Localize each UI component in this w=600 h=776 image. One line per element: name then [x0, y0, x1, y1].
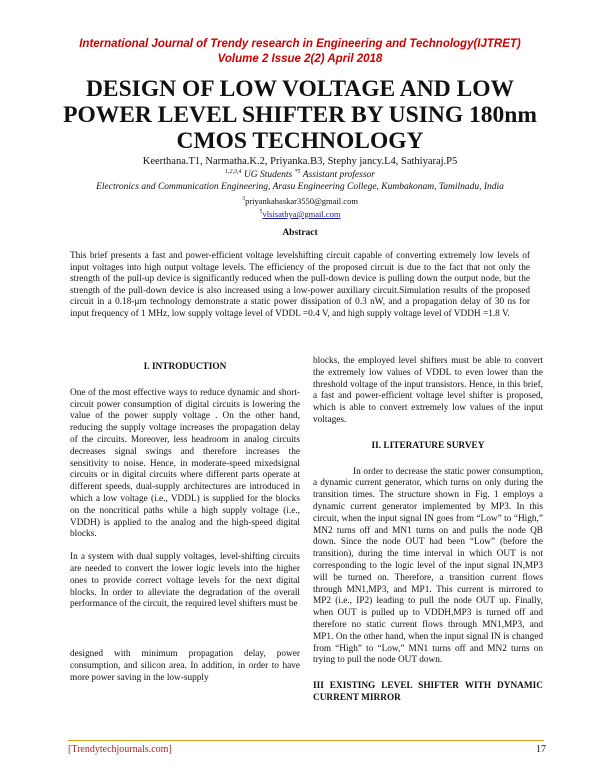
email-2-link[interactable]: vlsisathya@gmail.com [262, 209, 341, 219]
intro-paragraph-continued: blocks, the employed level shifters must be able to convert the extremely low values of VDDL to even lower than the threshold voltage of the input transistors. Hence, in this brief, a fast and power-efficient voltage level shifter is proposed, which is able to convert extremely low values of the input voltages. [313, 356, 543, 425]
email-2 [0, 209, 600, 219]
paper-title: DESIGN OF LOW VOLTAGE AND LOW POWER LEVEL SHIFTER BY USING 180nm CMOS TECHNOLOGY [63, 76, 537, 154]
roles-superscript-2: *5 [294, 169, 301, 175]
roles-superscript: 1,2,3,4 [225, 169, 242, 175]
left-column [70, 362, 300, 696]
intro-paragraph-2: In a system with dual supply voltages, level-shifting circuits are needed to convert the lower logic levels into the higher ones to provide correct voltage levels for the next digital blocks. In order to alleviate the degradation of the overall performance of the circuit, the required level shifters must be [70, 552, 300, 610]
footer-divider [68, 740, 544, 741]
literature-paragraph: In order to decrease the static power consumption, a dynamic current generator, which turns on only during the transition times. The structure shown in Fig. 1 employs a dynamic current generator implemented by MP3. In this circuit, when the input signal IN goes from “Low” to “High,” MN2 turns off and MN1 turns on and pulls the node QB down. Since the node OUT had been “Low” (before the transition), during the time interval in which OUT is not corresponding to the logic level of the input signal IN,MP3 will be turned on. Therefore, a transition current flows through MN1,MP3, and MP1. This current is mirrored to MP2 (i.e., IP2) leading to pull the node OUT up. Finally, when OUT is pulled up to VDDH,MP3 is turned off and therefore no static current flows through MN1,MP3, and MP1. On the other hand, when the input signal IN is changed from “High” to “Low,” MN1 turns off and MN2 turns on trying to pull the node OUT down. [313, 466, 543, 666]
abstract-text: This brief presents a fast and power-efficient voltage levelshifting circuit capable of converting extremely low levels of input voltages into high output voltage levels. The efficiency of the proposed circuit is due to the fact that not only the strength of the pull-up device is significantly reduced when the pull-down device is pulling down the output node, but the strength of the pull-down device is also increased using a low-power auxiliary circuit.Simulation results of the proposed circuit in a 0.18-μm technology demonstrate a static power dissipation of 0.3 nW, and a propagation delay of 30 ns for input frequency of 1 MHz, low supply voltage level of VDDL =0.4 V, and high supply voltage level of VDDH =1.8 V. [70, 251, 530, 319]
email-1-superscript: 3 [242, 196, 246, 203]
email-2-superscript: 5 [259, 209, 263, 216]
section-heading-literature-survey: II. LITERATURE SURVEY [371, 440, 485, 451]
roles-students: UG Students [243, 170, 293, 181]
affiliation: Electronics and Communication Engineering, Arasu Engineering College, Kumbakonam, Tamilnadu, India [96, 182, 504, 192]
right-column [313, 356, 543, 719]
intro-paragraph-1: One of the most effective ways to reduce dynamic and short-circuit power consumption of digital circuits is lowering the value of the power supply voltage . On the other hand, reducing the supply voltage increases the propagation delay of the circuits. Moreover, less headroom in analog circuits decreases signal swings and therefore increases the sensitivity to noise. Hence, in moderate-speed mixedsignal circuits or in digital circuits where different parts operate at different speeds, dual-supply architectures are introduced in which a low voltage (i.e., VDDL) is supplied for the blocks on the noncritical paths while a high supply voltage (i.e., VDDH) is applied to the analog and the high-speed digital blocks. [70, 387, 300, 540]
footer-website[interactable]: [Trendytechjournals.com] [68, 744, 172, 755]
journal-name: International Journal of Trendy research in Engineering and Technology(IJTRET) [79, 38, 521, 50]
intro-paragraph-3: designed with minimum propagation delay, power consumption, and silicon area. In addition, in order to have more power saving in the low-supply [70, 649, 300, 683]
email-1 [0, 196, 600, 206]
author-list: Keerthana.T1, Narmatha.K.2, Priyanka.B3, Stephy jancy.L4, Sathiyaraj.P5 [142, 156, 458, 167]
section-heading-introduction: I. INTRODUCTION [143, 362, 227, 372]
journal-issue: Volume 2 Issue 2(2) April 2018 [217, 53, 383, 65]
email-1-address[interactable]: priyankabaskar3550@gmail.com [245, 196, 358, 206]
abstract-heading: Abstract [282, 228, 318, 238]
page-number: 17 [536, 744, 546, 755]
section-heading-existing-level-shifter: III EXISTING LEVEL SHIFTER WITH DYNAMIC CURRENT MIRROR [313, 681, 543, 703]
roles-professor: Assistant professor [302, 170, 375, 181]
author-roles [0, 169, 600, 180]
